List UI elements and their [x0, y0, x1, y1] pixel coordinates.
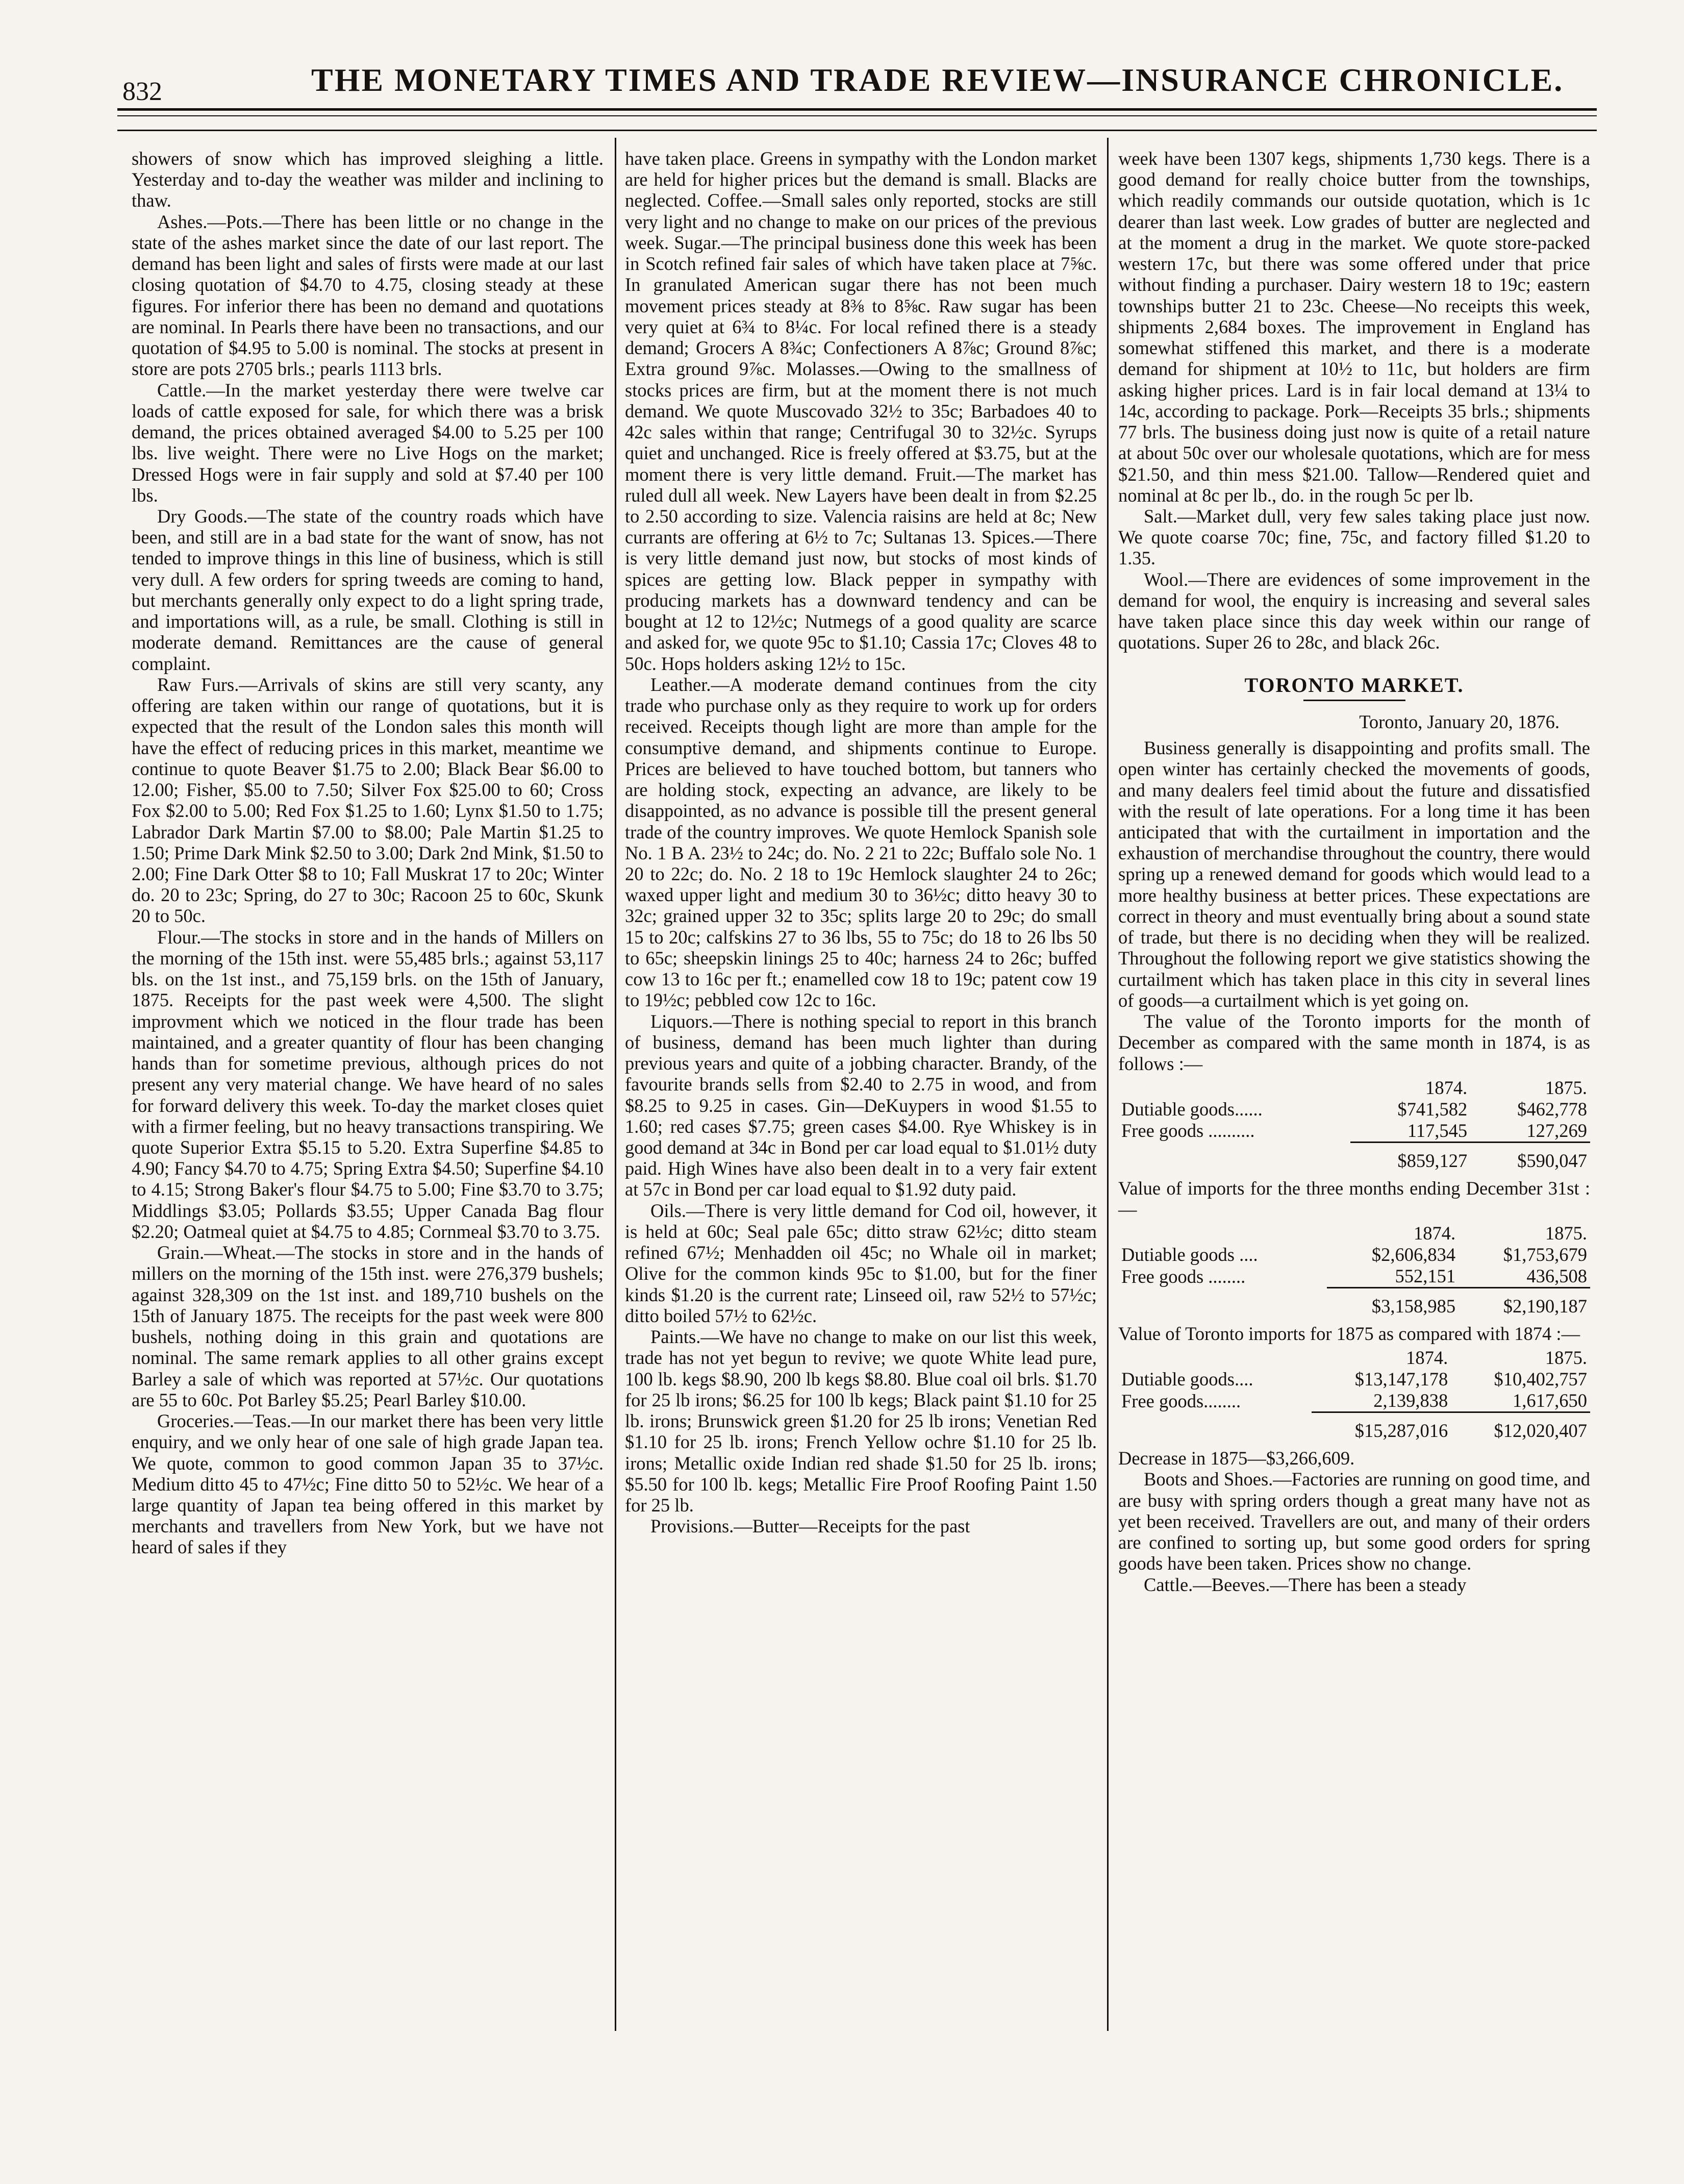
imports-table-three-months: [1118, 1223, 1590, 1317]
column-divider-1: [615, 138, 616, 2031]
row-label: Free goods ........: [1121, 1265, 1246, 1287]
value-1874: $2,606,834: [1371, 1244, 1456, 1265]
table-row: [1118, 1244, 1590, 1265]
imports-table-annual: [1118, 1347, 1590, 1442]
toronto-market-heading: TORONTO MARKET.: [1244, 673, 1464, 697]
total-1874: $859,127: [1397, 1150, 1468, 1171]
paragraph-imports-december: The value of the Toronto imports for the month of December as compared with the same month in 1874, is as follows :—: [1118, 1011, 1590, 1074]
paragraph-oils: Oils.—There is very little demand for Cod oil, however, it is held at 60c; Seal pale 65c; ditto straw 62½c; ditto steam refined 67½; Menhadden oil 45c; no Whale oil in market; Olive for the common kinds 95c to $1.00, but for the finer kinds $1.20 is the current rate; Linseed oil, raw 52½ to 57½c; ditto boiled 57½ to 62½c.: [625, 1200, 1097, 1326]
total-1874: $3,158,985: [1371, 1296, 1456, 1317]
value-1874: $741,582: [1397, 1098, 1468, 1120]
caption-annual: Value of Toronto imports for 1875 as compared with 1874 :—: [1118, 1323, 1580, 1345]
caption-three-months: Value of imports for the three months ending December 31st :—: [1118, 1177, 1590, 1220]
table-total-row: [1118, 1288, 1590, 1317]
year-header: 1875.: [1545, 1223, 1587, 1244]
paragraph: showers of snow which has improved sleighing a little. Yesterday and to-day the weather was milder and inclining to thaw.: [132, 148, 604, 211]
paragraph-cattle-beeves: Cattle.—Beeves.—There has been a steady: [1144, 1574, 1467, 1595]
decrease-line: Decrease in 1875—$3,266,609.: [1118, 1448, 1355, 1469]
paragraph-boots-and-shoes: Boots and Shoes.—Factories are running on good time, and are busy with spring orders though a great many have not as yet been received. Travellers are out, and many of their orders are confined to sorting up, but some good orders for spring goods have been taken. Prices show no change.: [1118, 1469, 1590, 1574]
page-number: 832: [122, 77, 162, 106]
paragraph-salt: Salt.—Market dull, very few sales taking place just now. We quote coarse 70c; fine, 75c, and factory filled $1.20 to 1.35.: [1118, 505, 1590, 569]
value-1875: $10,402,757: [1494, 1369, 1587, 1390]
paragraph-grain: Grain.—Wheat.—The stocks in store and in the hands of millers on the morning of the 15th inst. were 276,379 bushels; against 328,309 on the 1st inst. and 189,710 bushels on the 15th of January 1875. The receipts for the past week were 800 bushels, nothing doing in this grain and quotations are nominal. The same remark applies to all other grains except Barley a sale of which was reported at 57½c. Our quotations are 55 to 60c. Pot Barley $5.25; Pearl Barley $10.00.: [132, 1242, 604, 1410]
row-label: Free goods ..........: [1121, 1120, 1255, 1141]
page-header: [117, 51, 1597, 112]
table-total-row: [1118, 1142, 1590, 1171]
paragraph-raw-furs: Raw Furs.—Arrivals of skins are still very scanty, any offering are taken within our range of quotations, but it is expected that the result of the London sales this month will have the effect of reducing prices in this market, meantime we continue to quote Beaver $1.75 to 2.00; Black Bear $6.00 to 12.00; Fisher, $5.00 to 7.50; Silver Fox $25.00 to 60; Cross Fox $2.00 to 5.00; Red Fox $1.25 to 1.60; Lynx $1.50 to 1.75; Labrador Dark Martin $7.00 to $8.00; Pale Martin $1.25 to 1.50; Prime Dark Mink $2.50 to 3.00; Dark 2nd Mink, $1.50 to 2.00; Fine Dark Otter $8 to 10; Fall Muskrat 17 to 20c; Winter do. 20 to 23c; Spring, do 27 to 30c; Racoon 25 to 60c, Skunk 20 to 50c.: [132, 674, 604, 927]
paragraph-groceries-cont: have taken place. Greens in sympathy with the London market are held for higher prices but the demand is small. Blacks are neglected. Coffee.—Small sales only reported, stocks are still very light and no change to make on our prices of the previous week. Sugar.—The principal business done this week has been in Scotch refined fair sales of which have taken place at 7⅝c. In granulated American sugar there has not been much movement prices steady at 8⅜ to 8⅝c. Raw sugar has been very quiet at 6¾ to 8¼c. For local refined there is a steady demand; Grocers A 8¾c; Confectioners A 8⅞c; Ground 8⅞c; Extra ground 9⅞c. Molasses.—Owing to the smallness of stocks prices are firm, but at the moment there is not much demand. We quote Muscovado 32½ to 35c; Barbadoes 40 to 42c sales within that range; Centrifugal 30 to 32½c. Syrups quiet and unchanged. Rice is freely offered at $3.75, but at the moment there is very little demand. Fruit.—The market has ruled dull all week. New Layers have been dealt in from $2.25 to 2.50 according to size. Valencia raisins are held at 8c; New currants are offering at 6½ to 7c; Sultanas 13. Spices.—There is very little demand just now, but stocks of most kinds of spices are getting low. Black pepper in sympathy with producing markets has a downward tendency and can be bought at 12 to 12½c; Nutmegs of a good quality are scarce and asked for, we quote 95c to $1.10; Cassia 17c; Cloves 48 to 50c. Hops holders asking 12½ to 15c.: [625, 148, 1097, 674]
header-rule-thick: [117, 108, 1597, 111]
paragraph-toronto-intro: Business generally is disappointing and profits small. The open winter has certainly checked the movements of goods, and many dealers feel timid about the future and dissatisfied with the result of late operations. For a long time it has been anticipated that with the curtailment in importation and the exhaustion of merchandise throughout the country, there would spring up a renewed demand for goods which would lead to a more healthy business at better prices. These expectations are correct in theory and must eventually bring about a sound state of trade, but there is no deciding when they will be realized. Throughout the following report we give statistics showing the curtailment which has taken place in this city in several lines of goods—a curtailment which is yet going on.: [1118, 737, 1590, 1011]
paragraph-dry-goods: Dry Goods.—The state of the country roads which have been, and still are in a bad state for the want of snow, has not tended to improve things in this line of business, which is still very dull. A few orders for spring tweeds are coming to hand, but merchants generally only expect to do a light spring trade, and importations will, as a rule, be small. Clothing is still in moderate demand. Remittances are the cause of general complaint.: [132, 505, 604, 674]
year-header: 1874.: [1425, 1077, 1468, 1098]
paragraph-flour: Flour.—The stocks in store and in the hands of Millers on the morning of the 15th inst. were 55,485 brls.; against 53,117 bls. on the 1st inst., and 75,159 brls. on the 15th of January, 1875. Receipts for the past week were 4,500. The slight improvment which we noticed in the flour trade has been maintained, and a greater quantity of flour has been changing hands than for sometime previous, although prices do not present any very material change. We have heard of no sales for forward delivery this week. To-day the market closes quiet with a firmer feeling, but no heavy transactions transpiring. We quote Superior Extra $5.15 to 5.20. Extra Superfine $4.85 to 4.90; Fancy $4.70 to 4.75; Spring Extra $4.50; Superfine $4.10 to 4.15; Strong Baker's flour $4.75 to 5.00; Fine $3.70 to 3.75; Middlings $3.05; Pollards $3.55; Upper Canada Bag flour $2.20; Oatmeal quiet at $4.75 to 4.85; Cornmeal $3.70 to 3.75.: [132, 926, 604, 1242]
heading-rule: [1303, 700, 1405, 701]
total-1875: $590,047: [1517, 1150, 1587, 1171]
table-row: [1118, 1265, 1590, 1287]
column-left: [132, 148, 604, 1558]
value-1874: 552,151: [1327, 1265, 1459, 1287]
total-1875: $12,020,407: [1494, 1420, 1587, 1442]
paragraph-ashes: Ashes.—Pots.—There has been little or no change in the state of the ashes market since the date of our last report. The demand has been light and sales of firsts were made at our last closing quotation of $4.70 to 4.75, closing steady at these figures. For inferior there has been no demand and quotations are nominal. In Pearls there have been no transactions, and our quotation of $4.95 to 5.00 is nominal. The stocks at present in store are pots 2705 brls.; pearls 1113 brls.: [132, 211, 604, 380]
year-header: 1874.: [1413, 1223, 1456, 1244]
masthead-title: THE MONETARY TIMES AND TRADE REVIEW—INSURANCE CHRONICLE.: [311, 62, 1564, 98]
table-row: [1118, 1099, 1590, 1120]
value-1875: 436,508: [1459, 1265, 1590, 1287]
row-label: Dutiable goods ....: [1121, 1244, 1258, 1265]
table-row: [1118, 1369, 1590, 1390]
value-1874: 2,139,838: [1312, 1390, 1451, 1412]
year-header: 1875.: [1545, 1347, 1587, 1369]
paragraph-wool: Wool.—There are evidences of some improvement in the demand for wool, the enquiry is increasing and several sales have taken place since this day week within our range of quotations. Super 26 to 28c, and black 26c.: [1118, 568, 1590, 653]
column-divider-2: [1107, 138, 1109, 2031]
header-rule-bottom: [117, 130, 1597, 131]
total-1875: $2,190,187: [1503, 1296, 1587, 1317]
table-row: [1118, 1390, 1590, 1412]
year-header: 1874.: [1406, 1347, 1448, 1369]
paragraph-liquors: Liquors.—There is nothing special to report in this branch of business, demand has been much lighter than during previous years and quite of a jobbing character. Brandy, of the favourite brands sells from $2.40 to 2.75 in wood, and from $8.25 to 9.25 in cases. Gin—DeKuypers in wood $1.55 to 1.60; red cases $7.75; green cases $4.00. Rye Whiskey is in good demand at 34c in Bond per car load equal to $1.01½ duty paid. High Wines have also been dealt in to a very fair extent at 57c in Bond per car load equal to $1.92 duty paid.: [625, 1010, 1097, 1200]
dateline: Toronto, January 20, 1876.: [1359, 711, 1560, 732]
paragraph-provisions-cont: week have been 1307 kegs, shipments 1,730 kegs. There is a good demand for really choice butter from the townships, which readily commands our outside quotation, which is 1c dearer than last week. Low grades of butter are neglected and at the moment a drug in the market. We quote store-packed western 17c, but there was some offered under that price without finding a purchaser. Dairy western 18 to 19c; eastern townships butter 21 to 23c. Cheese—No receipts this week, shipments 2,684 boxes. The improvement in England has somewhat stiffened this market, and there is a moderate demand for shipment at 10½ to 11c, but holders are firm asking higher prices. Lard is in fair local demand at 13¼ to 14c, according to package. Pork—Receipts 35 brls.; shipments 77 brls. The business doing just now is quite of a retail nature at about 50c over our wholesale quotations, which are for mess $21.50, and thin mess $21.00. Tallow—Rendered quiet and nominal at 8c per lb., do. in the rough 5c per lb.: [1118, 148, 1590, 506]
total-1874: $15,287,016: [1354, 1420, 1448, 1442]
row-label: Free goods........: [1121, 1390, 1241, 1411]
value-1875: $1,753,679: [1503, 1244, 1587, 1265]
header-rule-thin: [117, 115, 1597, 116]
paragraph-cattle: Cattle.—In the market yesterday there were twelve car loads of cattle exposed for sale, for which there was a brisk demand, the prices obtained averaged $4.00 to 5.25 per 100 lbs. live weight. There were no Live Hogs on the market; Dressed Hogs were in fair supply and sold at $7.40 per 100 lbs.: [132, 379, 604, 506]
paragraph-paints: Paints.—We have no change to make on our list this week, trade has not yet begun to revive; we quote White lead pure, 100 lb. kegs $8.90, 200 lb kegs $8.80. Blue coal oil brls. $1.70 for 25 lb irons; $6.25 for 100 lb kegs; Black paint $1.10 for 25 lb. irons; Brunswick green $1.20 for 25 lb irons; Venetian Red $1.10 for 25 lb. irons; French Yellow ochre $1.10 for 25 lb. irons; Metallic oxide Indian red shade $1.50 for 25 lb. irons; $5.50 for 100 lb. kegs; Metallic Fire Proof Roofing Paint 1.50 for 25 lb.: [625, 1326, 1097, 1516]
row-label: Dutiable goods....: [1121, 1369, 1253, 1390]
column-right: [1118, 148, 1590, 1595]
value-1874: 117,545: [1350, 1120, 1470, 1142]
value-1874: $13,147,178: [1354, 1369, 1448, 1390]
year-header: 1875.: [1545, 1077, 1587, 1098]
paragraph-groceries: Groceries.—Teas.—In our market there has been very little enquiry, and we only hear of one sale of high grade Japan tea. We quote, common to good common Japan 35 to 37½c. Medium ditto 45 to 47½c; Fine ditto 50 to 52½c. We hear of a large quantity of Japan tea being offered in this market by merchants and travellers from New York, but we have not heard of sales if they: [132, 1410, 604, 1558]
table-row: [1118, 1120, 1590, 1142]
table-total-row: [1118, 1412, 1590, 1442]
column-middle: [625, 148, 1097, 1536]
value-1875: 1,617,650: [1451, 1390, 1590, 1412]
row-label: Dutiable goods......: [1121, 1098, 1263, 1120]
paragraph-provisions: Provisions.—Butter—Receipts for the past: [650, 1516, 970, 1537]
value-1875: 127,269: [1470, 1120, 1590, 1142]
value-1875: $462,778: [1517, 1098, 1587, 1120]
paragraph-leather: Leather.—A moderate demand continues from the city trade who purchase only as they require to work up for orders received. Receipts though light are more than ample for the consumptive demand, and shipments continue to Europe. Prices are believed to have touched bottom, but tanners who are holding stock, expecting an advance, are likely to be disappointed, as no advance is possible till the present general trade of the country improves. We quote Hemlock Spanish sole No. 1 B A. 23½ to 24c; do. No. 2 21 to 22c; Buffalo sole No. 1 20 to 22c; do. No. 2 18 to 19c Hemlock slaughter 24 to 26c; waxed upper light and medium 30 to 36½c; ditto heavy 30 to 32c; grained upper 32 to 35c; splits large 20 to 29c; do small 15 to 20c; calfskins 27 to 36 lbs, 55 to 75c; do 18 to 26 lbs 50 to 65c; sheepskin linings 25 to 40c; harness 24 to 26c; buffed cow 13 to 16c per ft.; enamelled cow 18 to 19c; patent cow 19 to 19½c; pebbled cow 12c to 16c.: [625, 674, 1097, 1011]
imports-table-december: [1118, 1077, 1590, 1172]
